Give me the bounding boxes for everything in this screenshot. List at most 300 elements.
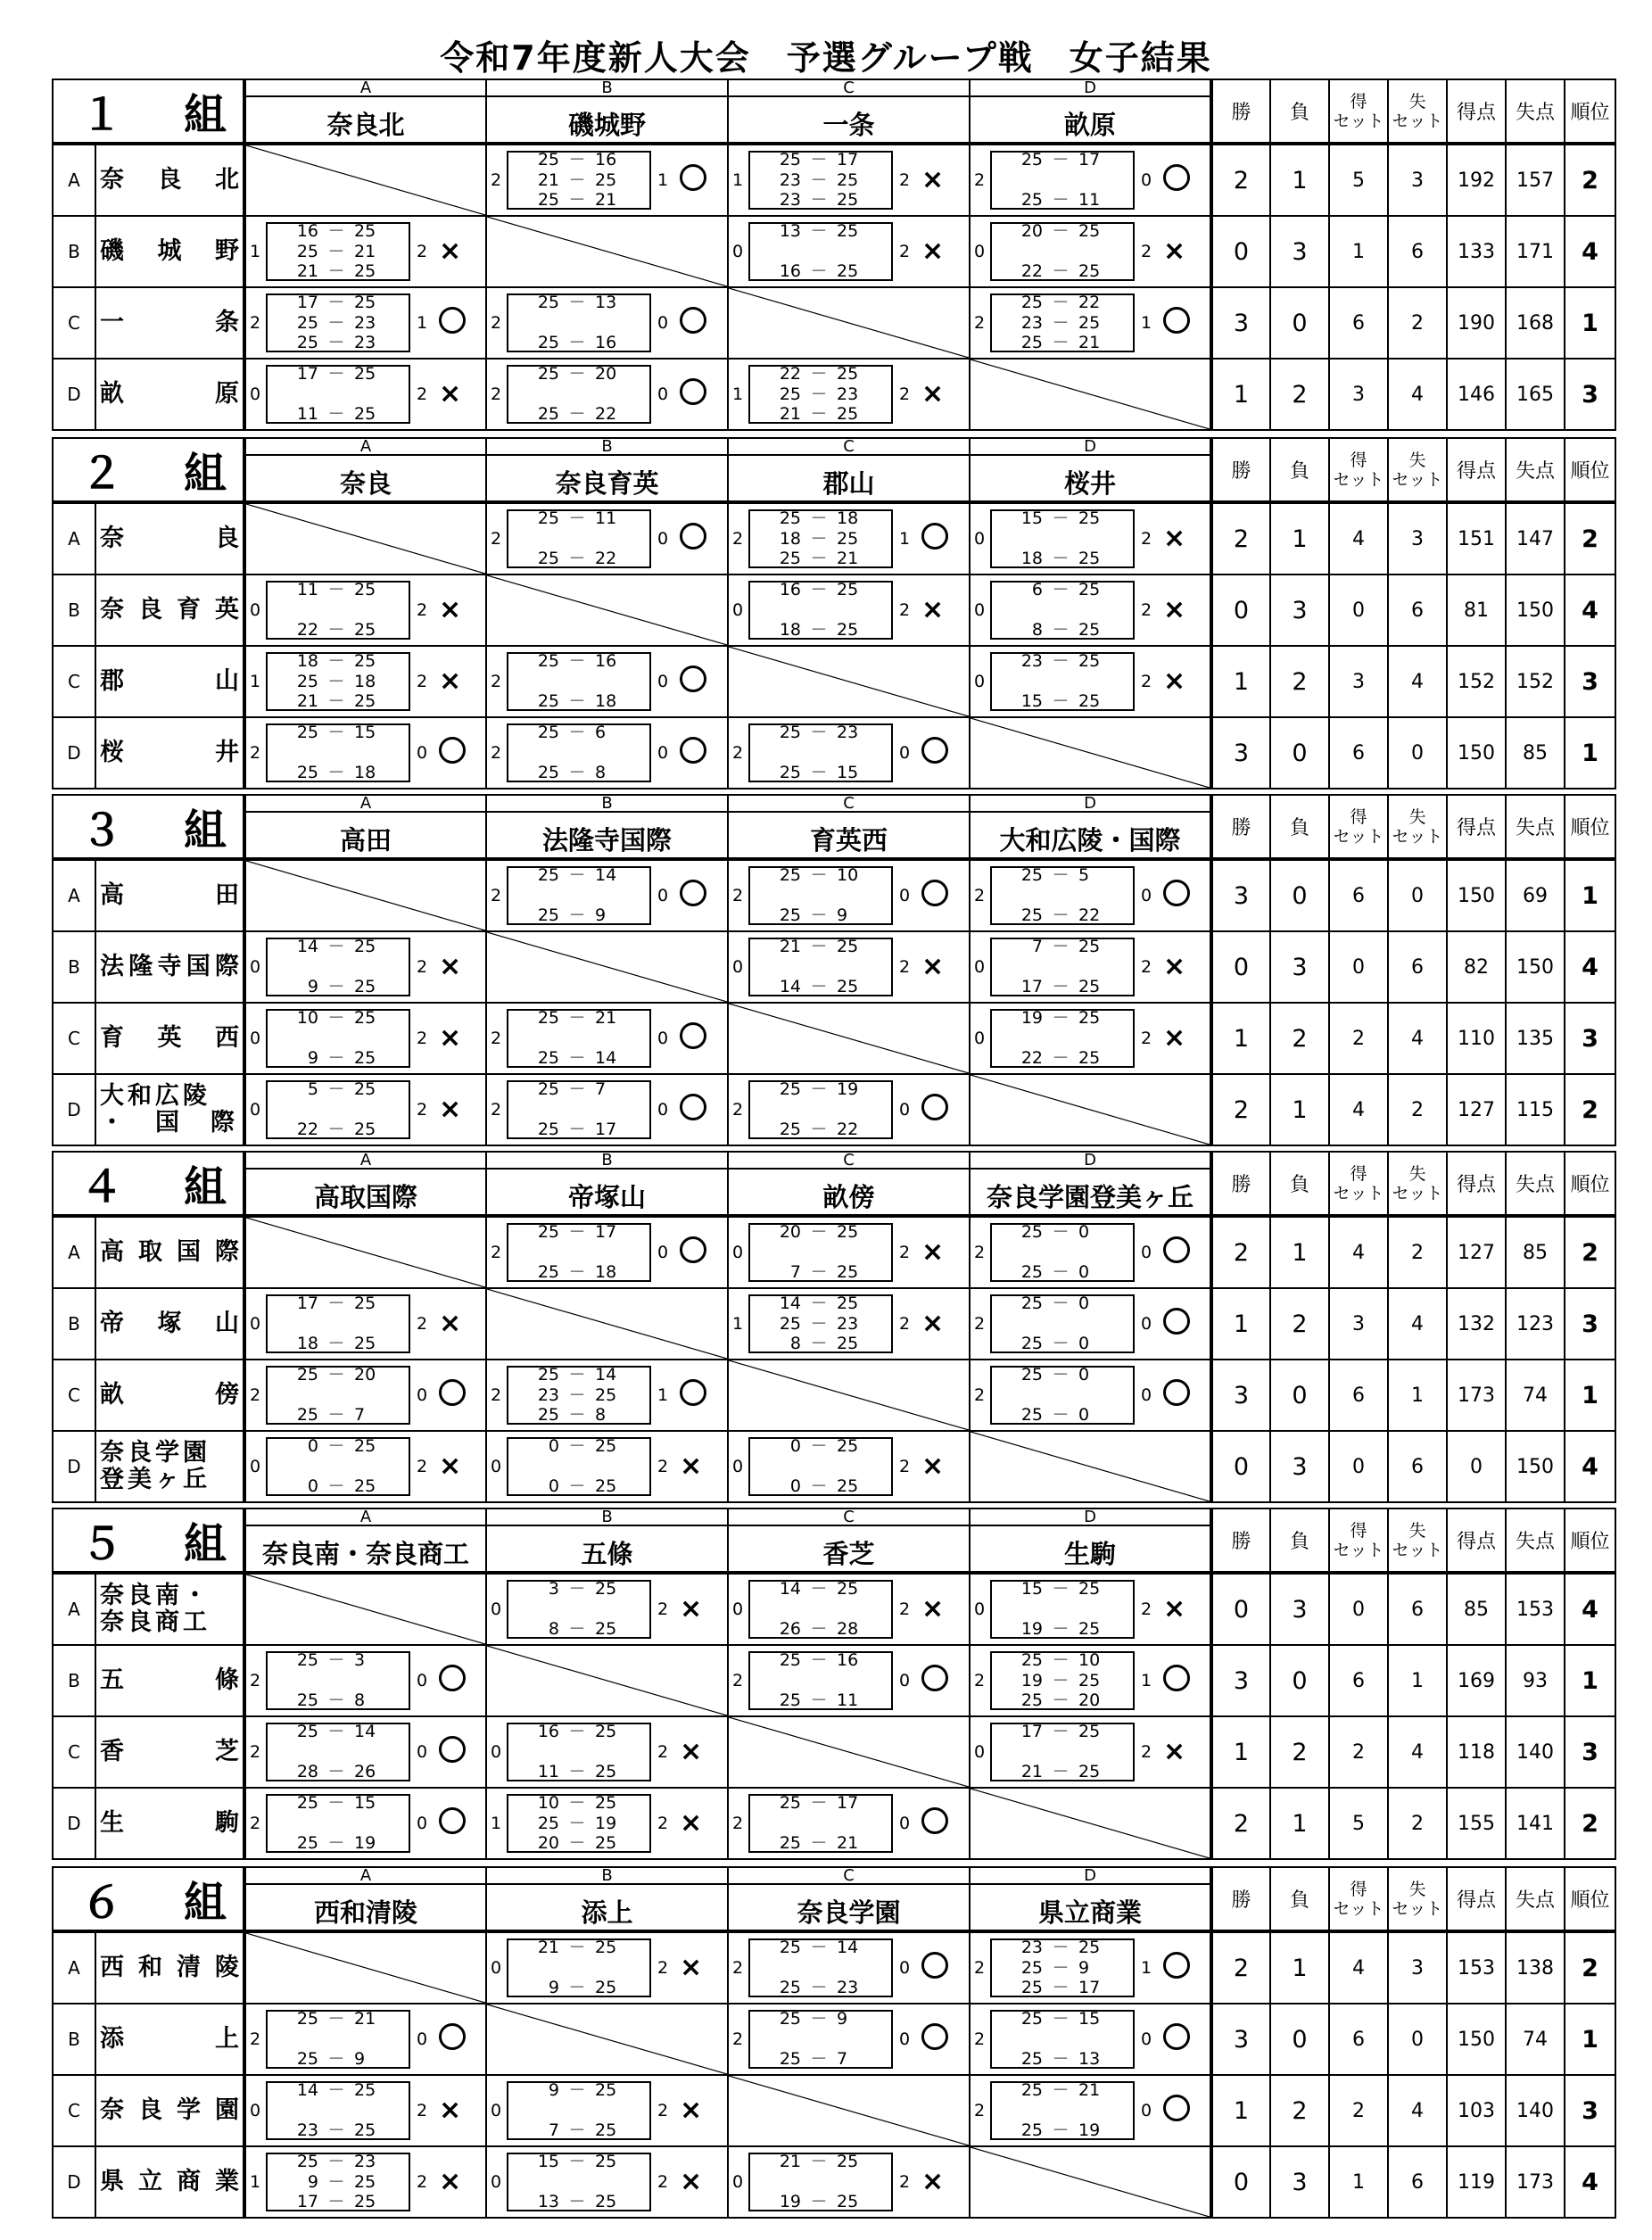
sets-lost: 0: [899, 1671, 911, 1690]
set-score: 18 － 25: [296, 651, 376, 671]
column-team-name: 帝塚山: [568, 1182, 647, 1212]
set-score: 0 － 25: [548, 1436, 617, 1456]
set-score: 17 － 25: [296, 1294, 376, 1313]
row-team-name: 五 條: [95, 1645, 244, 1716]
row-letter: D: [53, 1074, 95, 1145]
header-loss: 負: [1270, 1508, 1329, 1573]
match-cell: [970, 1645, 1211, 1716]
match-cell: [728, 1645, 970, 1716]
stat-sets-won: 6: [1329, 2004, 1388, 2075]
self-cell: [970, 1074, 1211, 1145]
set-score: 25 － 21: [779, 1833, 859, 1853]
sets-won: 0: [974, 1029, 986, 1048]
set-score: [990, 2030, 1131, 2049]
match-cell: [728, 717, 970, 789]
stat-rank: 4: [1565, 1431, 1615, 1502]
win-circle-icon: [680, 378, 706, 410]
row-team-name: 添 上: [95, 2004, 244, 2075]
sets-lost: 0: [1141, 1314, 1152, 1334]
sets-lost: 0: [899, 1100, 911, 1120]
match-cell: [244, 574, 486, 646]
stat-rank: 1: [1565, 1360, 1615, 1431]
row-letter: B: [53, 574, 95, 646]
diagonal-line: [729, 1360, 969, 1430]
set-score: 23 － 25: [1020, 1938, 1101, 1957]
set-score: [990, 1315, 1131, 1334]
set-scores: [990, 1938, 1131, 1997]
header-set-won: 得 セット: [1329, 795, 1388, 859]
match-cell: [244, 931, 486, 1003]
stat-points-for: 169: [1447, 1645, 1506, 1716]
column-letter: B: [601, 794, 613, 813]
stat-rank: 1: [1565, 2004, 1615, 2075]
team-row: [53, 359, 1615, 430]
sets-lost: 0: [657, 743, 669, 763]
set-score: [266, 601, 407, 620]
sets-lost: 2: [417, 957, 428, 977]
column-letter: B: [601, 437, 613, 456]
set-score: 25 － 21: [779, 549, 859, 568]
match-cell: [486, 1216, 728, 1288]
set-score: 10 － 25: [296, 1008, 376, 1028]
set-score: 25 － 16: [537, 333, 617, 352]
stat-points-against: 69: [1506, 859, 1565, 931]
sets-lost: 2: [899, 957, 911, 977]
column-team-name: 奈良育英: [555, 468, 659, 499]
stat-losses: 0: [1270, 2004, 1329, 2075]
group-table: [52, 437, 1616, 789]
win-circle-icon: [680, 1236, 706, 1269]
set-score: [507, 887, 648, 905]
sets-lost: 2: [657, 1742, 669, 1762]
sets-lost: 1: [417, 313, 428, 333]
set-score: [507, 1600, 648, 1619]
team-row: [53, 1716, 1615, 1788]
sets-lost: 0: [657, 672, 669, 691]
stat-points-for: 155: [1447, 1788, 1506, 1859]
set-score: 25 － 19: [296, 1833, 376, 1853]
stat-losses: 3: [1270, 1573, 1329, 1645]
sets-lost: 0: [417, 1814, 428, 1833]
sets-won: 0: [974, 672, 986, 691]
row-team-name: 育 英 西: [95, 1003, 244, 1074]
loss-cross-icon: ×: [439, 951, 462, 982]
match-cell: [728, 2146, 970, 2218]
diagonal-line: [971, 1075, 1210, 1145]
set-score: 25 － 22: [779, 1120, 859, 1139]
team-row: [53, 1931, 1615, 2004]
win-circle-icon: [1163, 1379, 1190, 1411]
self-cell: [486, 2004, 728, 2075]
set-score: 25 － 7: [296, 1405, 366, 1425]
set-score: 20 － 25: [779, 1222, 859, 1242]
match-cell: [970, 574, 1211, 646]
sets-lost: 0: [657, 886, 669, 905]
set-score: 0 － 25: [307, 1476, 376, 1496]
set-score: 10 － 25: [537, 1793, 617, 1813]
match-cell: [486, 502, 728, 574]
loss-cross-icon: ×: [439, 594, 462, 625]
match-cell: [244, 1360, 486, 1431]
match-cell: [244, 1431, 486, 1502]
loss-cross-icon: ×: [921, 164, 945, 195]
self-cell: [970, 359, 1211, 430]
match-cell: [970, 646, 1211, 717]
stat-sets-won: 4: [1329, 502, 1388, 574]
row-team-name: 帝 塚 山: [95, 1288, 244, 1360]
header-points-for: 得点: [1447, 438, 1506, 502]
set-scores: [507, 1223, 648, 1282]
sets-lost: 2: [417, 1457, 428, 1476]
set-score: 20 － 25: [537, 1833, 617, 1853]
stat-losses: 2: [1270, 1288, 1329, 1360]
set-score: 0 － 25: [307, 1436, 376, 1456]
stat-points-against: 147: [1506, 502, 1565, 574]
set-scores: [748, 1223, 889, 1282]
stat-sets-lost: 3: [1388, 144, 1447, 216]
set-scores: [990, 938, 1131, 996]
set-scores: [507, 652, 648, 711]
stat-sets-won: 5: [1329, 144, 1388, 216]
team-row: [53, 574, 1615, 646]
stat-losses: 2: [1270, 646, 1329, 717]
set-score: 25 － 7: [537, 1079, 607, 1099]
stat-wins: 1: [1211, 1716, 1270, 1788]
set-scores: [748, 1437, 889, 1496]
stat-wins: 2: [1211, 1074, 1270, 1145]
stat-points-for: 103: [1447, 2075, 1506, 2146]
set-score: [990, 1244, 1131, 1262]
set-score: 17 － 25: [296, 2192, 376, 2211]
row-letter: A: [53, 144, 95, 216]
stat-losses: 0: [1270, 1360, 1329, 1431]
sets-won: 2: [250, 313, 261, 333]
stat-sets-won: 3: [1329, 1288, 1388, 1360]
set-score: 0 － 25: [789, 1436, 859, 1456]
match-cell: [970, 2075, 1211, 2146]
column-letter: D: [1084, 1866, 1096, 1885]
set-score: 6 － 25: [1031, 580, 1101, 599]
sets-won: 2: [974, 170, 986, 190]
set-score: 15 － 25: [1020, 691, 1101, 711]
sets-lost: 0: [899, 2029, 911, 2049]
stat-sets-won: 6: [1329, 717, 1388, 789]
stat-losses: 1: [1270, 1074, 1329, 1145]
stat-wins: 2: [1211, 502, 1270, 574]
set-score: [990, 171, 1131, 190]
sets-lost: 0: [657, 529, 669, 549]
set-scores: [507, 1938, 648, 1997]
diagonal-line: [487, 1646, 727, 1715]
stat-sets-lost: 4: [1388, 1716, 1447, 1788]
win-circle-icon: [439, 1807, 466, 1839]
set-score: [266, 1743, 407, 1762]
set-scores: [990, 2010, 1131, 2069]
loss-cross-icon: ×: [1163, 523, 1186, 554]
set-score: [990, 1029, 1131, 1048]
row-team-name: 奈 良: [95, 502, 244, 574]
set-scores: [266, 222, 407, 281]
row-letter: A: [53, 502, 95, 574]
sets-won: 2: [974, 1671, 986, 1690]
set-scores: [990, 866, 1131, 925]
sets-lost: 2: [417, 384, 428, 404]
match-cell: [970, 216, 1211, 287]
sets-won: 2: [491, 1243, 502, 1262]
sets-lost: 0: [899, 1814, 911, 1833]
win-circle-icon: [439, 2023, 466, 2055]
set-score: 15 － 25: [1020, 508, 1101, 528]
sets-won: 2: [974, 886, 986, 905]
set-score: 25 － 10: [1020, 1650, 1101, 1670]
header-win: 勝: [1211, 1867, 1270, 1931]
set-score: [507, 1959, 648, 1978]
set-score: 17 － 25: [1020, 1722, 1101, 1741]
sets-lost: 0: [657, 313, 669, 333]
group-table: [52, 1508, 1616, 1860]
match-cell: [244, 359, 486, 430]
stat-sets-lost: 2: [1388, 287, 1447, 359]
set-scores: [507, 866, 648, 925]
row-letter: C: [53, 1360, 95, 1431]
match-cell: [970, 1931, 1211, 2004]
sets-won: 1: [250, 2172, 261, 2192]
set-scores: [748, 509, 889, 568]
sets-won: 2: [491, 886, 502, 905]
match-cell: [728, 859, 970, 931]
column-header-team: [728, 1508, 970, 1573]
set-score: [748, 2173, 889, 2192]
row-letter: D: [53, 717, 95, 789]
loss-cross-icon: ×: [1163, 1022, 1186, 1054]
set-score: [990, 530, 1131, 549]
win-circle-icon: [1163, 1236, 1190, 1269]
stat-wins: 1: [1211, 646, 1270, 717]
sets-won: 0: [250, 957, 261, 977]
sets-lost: 2: [1141, 242, 1152, 261]
set-score: 25 － 0: [1020, 1334, 1090, 1353]
column-team-name: 添上: [581, 1897, 633, 1928]
set-scores: [990, 151, 1131, 210]
set-score: 16 － 25: [296, 221, 376, 241]
set-score: 23 － 25: [537, 1385, 617, 1405]
set-scores: [266, 1723, 407, 1781]
win-circle-icon: [1163, 2023, 1190, 2055]
set-score: 25 － 18: [779, 508, 859, 528]
set-score: [748, 887, 889, 905]
loss-cross-icon: ×: [921, 594, 945, 625]
diagonal-line: [971, 360, 1210, 429]
column-letter: B: [601, 1508, 613, 1526]
sets-lost: 2: [417, 242, 428, 261]
stat-points-against: 165: [1506, 359, 1565, 430]
header-win: 勝: [1211, 1508, 1270, 1573]
stat-points-against: 168: [1506, 287, 1565, 359]
diagonal-line: [971, 1789, 1210, 1858]
sets-won: 2: [974, 2029, 986, 2049]
set-scores: [266, 2010, 407, 2069]
set-score: [748, 1672, 889, 1690]
set-scores: [507, 1723, 648, 1781]
sets-won: 2: [974, 1385, 986, 1405]
sets-lost: 0: [1141, 1385, 1152, 1405]
set-score: 25 － 23: [296, 333, 376, 352]
set-score: 25 － 22: [537, 549, 617, 568]
stat-rank: 4: [1565, 2146, 1615, 2218]
set-scores: [990, 1580, 1131, 1639]
column-letter: A: [359, 1151, 372, 1170]
loss-cross-icon: ×: [921, 2166, 945, 2197]
header-set-lost: 失 セット: [1388, 438, 1447, 502]
win-circle-icon: [1163, 1665, 1190, 1697]
header-set-lost: 失 セット: [1388, 1508, 1447, 1573]
loss-cross-icon: ×: [1163, 951, 1186, 982]
self-cell: [970, 1788, 1211, 1859]
win-circle-icon: [1163, 307, 1190, 339]
win-circle-icon: [680, 1022, 706, 1054]
diagonal-line: [246, 1933, 485, 2003]
stat-points-against: 135: [1506, 1003, 1565, 1074]
match-cell: [728, 1216, 970, 1288]
match-cell: [970, 859, 1211, 931]
self-cell: [728, 646, 970, 717]
row-letter: C: [53, 1716, 95, 1788]
set-score: [990, 958, 1131, 977]
set-score: 11 － 25: [296, 404, 376, 424]
set-score: 21 － 25: [779, 937, 859, 956]
match-cell: [970, 502, 1211, 574]
set-score: 25 － 21: [537, 190, 617, 210]
set-score: 0 － 25: [789, 1476, 859, 1496]
header-points-for: 得点: [1447, 1152, 1506, 1216]
sets-won: 2: [732, 1671, 744, 1690]
header-points-against: 失点: [1506, 795, 1565, 859]
row-team-name: 一 条: [95, 287, 244, 359]
stat-wins: 1: [1211, 1003, 1270, 1074]
set-scores: [748, 151, 889, 210]
set-score: 25 － 16: [537, 150, 617, 169]
column-header-team: [244, 1152, 486, 1216]
match-cell: [244, 1788, 486, 1859]
set-score: 8 － 25: [789, 1334, 859, 1353]
column-header-team: [244, 1867, 486, 1931]
set-score: [748, 1959, 889, 1978]
set-score: 9 － 25: [307, 977, 376, 996]
diagonal-line: [971, 718, 1210, 788]
set-score: 9 － 25: [307, 1048, 376, 1068]
set-score: [266, 1029, 407, 1048]
set-score: 25 － 16: [537, 651, 617, 671]
set-scores: [748, 1938, 889, 1997]
set-score: 25 － 15: [1020, 2009, 1101, 2029]
team-row: [53, 646, 1615, 717]
set-scores: [266, 2081, 407, 2140]
row-team-name: 奈 良 学 園: [95, 2075, 244, 2146]
set-score: 28 － 26: [296, 1762, 376, 1781]
column-letter: D: [1084, 79, 1096, 97]
set-score: 8 － 25: [1031, 620, 1101, 640]
header-win: 勝: [1211, 438, 1270, 502]
match-cell: [728, 1931, 970, 2004]
column-header-team: [970, 79, 1211, 144]
set-score: 25 － 15: [296, 723, 376, 742]
header-set-lost: 失 セット: [1388, 79, 1447, 144]
stat-rank: 4: [1565, 216, 1615, 287]
column-letter: B: [601, 79, 613, 97]
sets-won: 2: [491, 313, 502, 333]
column-letter: C: [843, 794, 855, 813]
set-score: 0 － 25: [548, 1476, 617, 1496]
group-name: ３ 組: [53, 795, 244, 859]
set-score: 25 － 17: [779, 150, 859, 169]
set-scores: [507, 365, 648, 424]
set-scores: [748, 222, 889, 281]
match-cell: [486, 287, 728, 359]
set-scores: [507, 1437, 648, 1496]
header-loss: 負: [1270, 79, 1329, 144]
set-score: 25 － 0: [1020, 1365, 1090, 1385]
stat-wins: 0: [1211, 2146, 1270, 2218]
column-team-name: 高取国際: [314, 1182, 418, 1212]
column-header-team: [486, 1508, 728, 1573]
sets-won: 2: [732, 1814, 744, 1833]
stat-points-for: 146: [1447, 359, 1506, 430]
set-score: 25 － 0: [1020, 1222, 1090, 1242]
column-letter: A: [359, 1866, 372, 1885]
row-team-name: 法 隆 寺 国 際: [95, 931, 244, 1003]
loss-cross-icon: ×: [1163, 1736, 1186, 1767]
set-score: [990, 243, 1131, 261]
sets-won: 0: [491, 1457, 502, 1476]
set-scores: [748, 1294, 889, 1353]
header-loss: 負: [1270, 438, 1329, 502]
column-team-name: 奈良北: [326, 110, 405, 140]
stat-points-against: 93: [1506, 1645, 1565, 1716]
stat-sets-won: 6: [1329, 859, 1388, 931]
match-cell: [486, 1931, 728, 2004]
stat-sets-lost: 6: [1388, 216, 1447, 287]
sets-won: 2: [250, 743, 261, 763]
group-name: ６ 組: [53, 1867, 244, 1931]
match-cell: [970, 1716, 1211, 1788]
loss-cross-icon: ×: [680, 1952, 703, 1983]
sets-lost: 2: [417, 672, 428, 691]
loss-cross-icon: ×: [680, 1807, 703, 1839]
stat-losses: 3: [1270, 1431, 1329, 1502]
set-score: 25 － 16: [779, 1650, 859, 1670]
set-score: [748, 2030, 889, 2049]
set-score: 21 － 25: [296, 691, 376, 711]
set-score: 11 － 25: [537, 1762, 617, 1781]
set-score: 25 － 8: [537, 1405, 607, 1425]
self-cell: [486, 1645, 728, 1716]
self-cell: [244, 144, 486, 216]
set-score: 25 － 6: [537, 723, 607, 742]
sets-won: 2: [250, 1742, 261, 1762]
header-win: 勝: [1211, 795, 1270, 859]
column-letter: B: [601, 1866, 613, 1885]
stat-wins: 0: [1211, 216, 1270, 287]
stat-rank: 2: [1565, 502, 1615, 574]
row-team-name: 高 田: [95, 859, 244, 931]
sets-lost: 0: [1141, 1243, 1152, 1262]
loss-cross-icon: ×: [1163, 1593, 1186, 1624]
set-score: 25 － 9: [296, 2049, 366, 2069]
column-team-name: 一条: [822, 110, 875, 140]
self-cell: [244, 859, 486, 931]
set-score: [507, 1743, 648, 1762]
group-table: [52, 1151, 1616, 1503]
